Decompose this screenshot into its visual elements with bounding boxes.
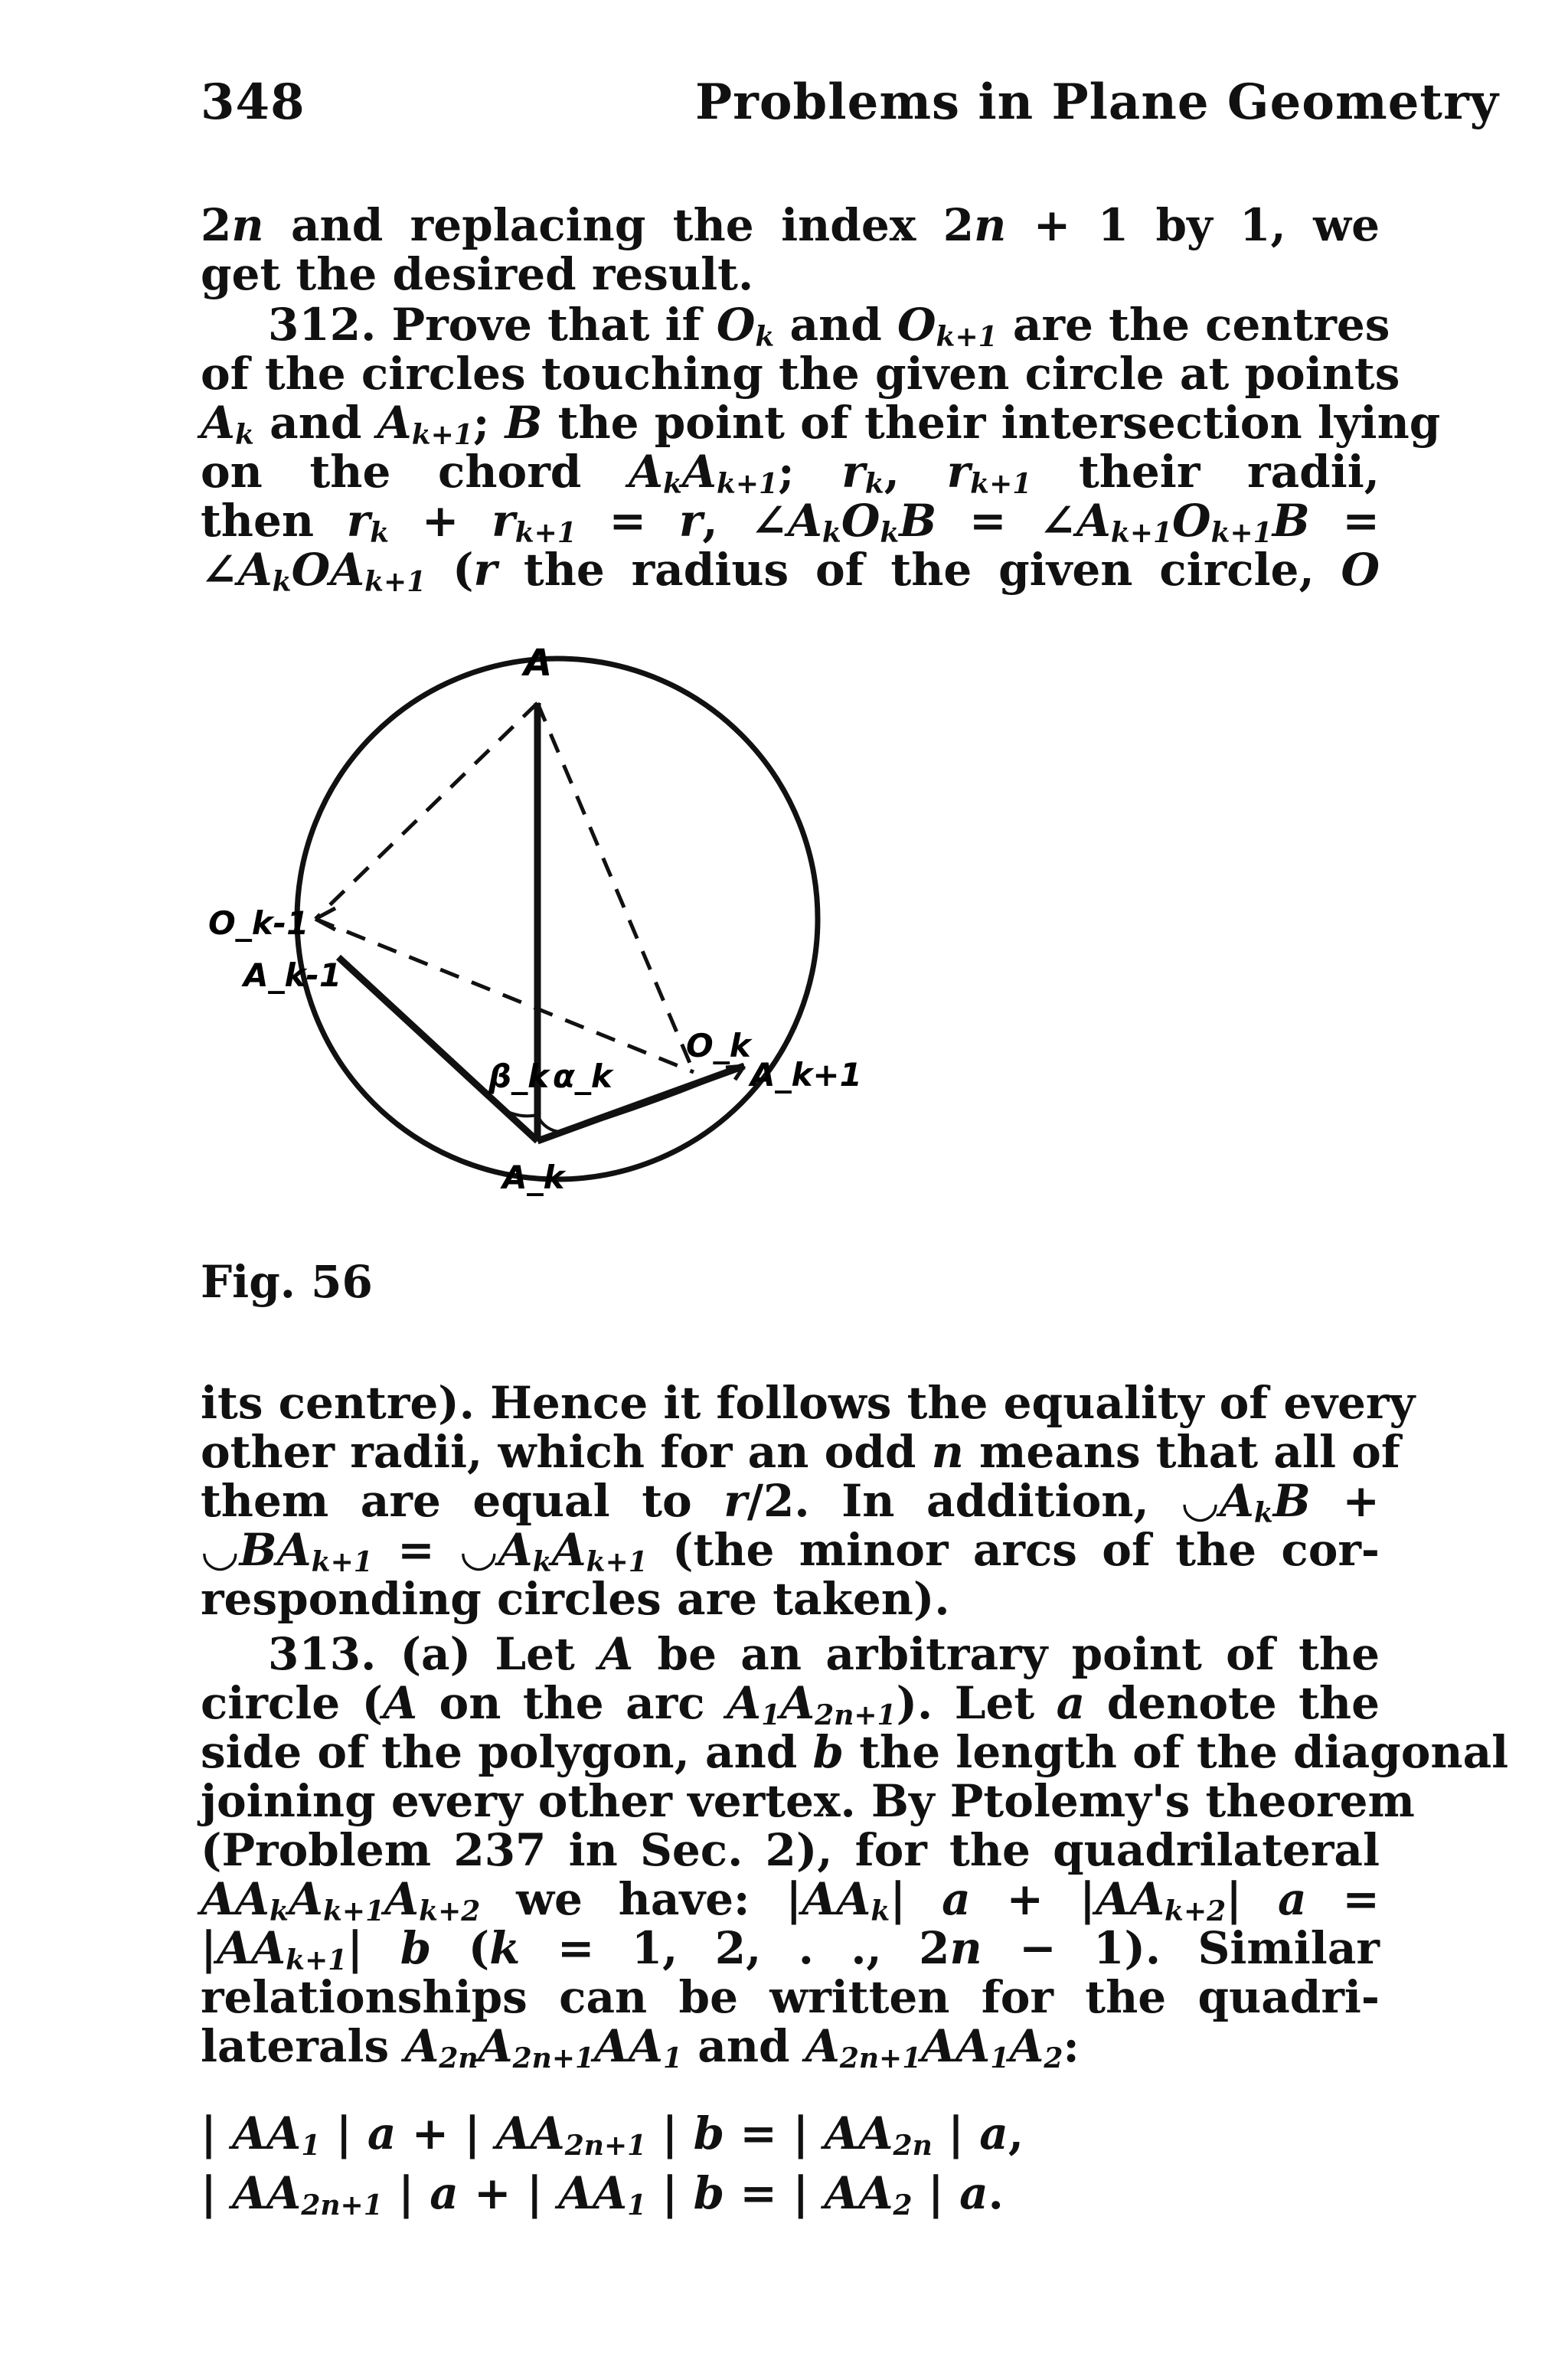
text-line: $\angle A_kOA_{k+1}$ (r the radius of the given circle, O — [201, 544, 1380, 598]
label-ak-plus-1: A_k+1 — [750, 1056, 862, 1094]
text-line: joining every other vertex. By Ptolemy's theorem — [201, 1775, 1415, 1827]
text-line: circle (A on the arc $A_1A_{2n+1}$). Let a denote the — [201, 1677, 1380, 1731]
text-line: its centre). Hence it follows the equality of every — [201, 1377, 1416, 1429]
text-line: side of the polygon, and b the length of the diagonal — [201, 1726, 1509, 1778]
text-line: 312. Prove that if $O_k$ and $O_{k+1}$ are the centres — [268, 299, 1390, 353]
given-circle — [297, 659, 818, 1179]
text-line: $|AA_{k+1}|$ b (k = 1, 2, . ., 2n − 1). Similar — [201, 1922, 1380, 1976]
label-ok: O_k — [686, 1027, 751, 1064]
arrow-tip-left — [315, 908, 335, 930]
figure-caption: Fig. 56 — [201, 1256, 373, 1308]
text-line: then $r_k + r_{k+1} = r$, $\angle A_kO_kB$ = $\angle A_{k+1}O_{k+1}B$ = — [201, 495, 1380, 549]
dashed-okm1-ok — [315, 919, 694, 1072]
text-line: on the chord $A_kA_{k+1}$; $r_k$, $r_{k+1}$ their radii, — [201, 446, 1380, 500]
text-line: relationships can be written for the quadri- — [201, 1971, 1380, 2023]
text-line: $AA_kA_{k+1}A_{k+2}$ we have: $|AA_k|$ $a + |AA_{k+2}|$ a = — [201, 1873, 1380, 1927]
text-line: 313. (a) Let A be an arbitrary point of the — [268, 1628, 1380, 1680]
text-line: (Problem 237 in Sec. 2), for the quadrilateral — [201, 1824, 1380, 1876]
label-ak-minus-1: A_k-1 — [243, 956, 342, 994]
equation-2: | $AA_{2n+1}$ | a + | $AA_1$ | b = | $AA_2$ | a. — [201, 2167, 1004, 2221]
text-line: them are equal to r/2. In addition, $◡A_kB$ + — [201, 1475, 1380, 1529]
dashed-a-ok — [537, 703, 694, 1072]
label-ok-minus-1: O_k-1 — [208, 904, 309, 942]
text-line: $A_k$ and $A_{k+1}$; B the point of their intersection lying — [201, 397, 1441, 451]
dashed-a-okm1 — [315, 703, 537, 919]
alpha-angle-arc — [537, 1115, 561, 1132]
text-line: 2n and replacing the index 2n + 1 by 1, we — [201, 199, 1380, 251]
text-line: of the circles touching the given circle at points — [201, 348, 1400, 400]
text-line: $◡BA_{k+1}$ = $◡A_kA_{k+1}$ (the minor arcs of the cor- — [201, 1524, 1380, 1578]
text-line: responding circles are taken). — [201, 1573, 950, 1625]
label-a: A — [524, 642, 553, 685]
running-title: Problems in Plane Geometry — [695, 74, 1499, 131]
label-beta-k: β_k — [488, 1058, 549, 1095]
text-line: other radii, which for an odd n means that all of — [201, 1426, 1400, 1478]
text-line: laterals $A_{2n}A_{2n+1}AA_1$ and $A_{2n+1}AA_1A_2$: — [201, 2020, 1080, 2074]
text-line: get the desired result. — [201, 248, 754, 300]
page-number: 348 — [201, 74, 305, 131]
equation-1: | $AA_1$ | a + | $AA_{2n+1}$ | b = | $AA_{2n}$ | a, — [201, 2107, 1024, 2162]
label-ak: A_k — [502, 1159, 565, 1196]
label-alpha-k: α_k — [553, 1058, 612, 1095]
